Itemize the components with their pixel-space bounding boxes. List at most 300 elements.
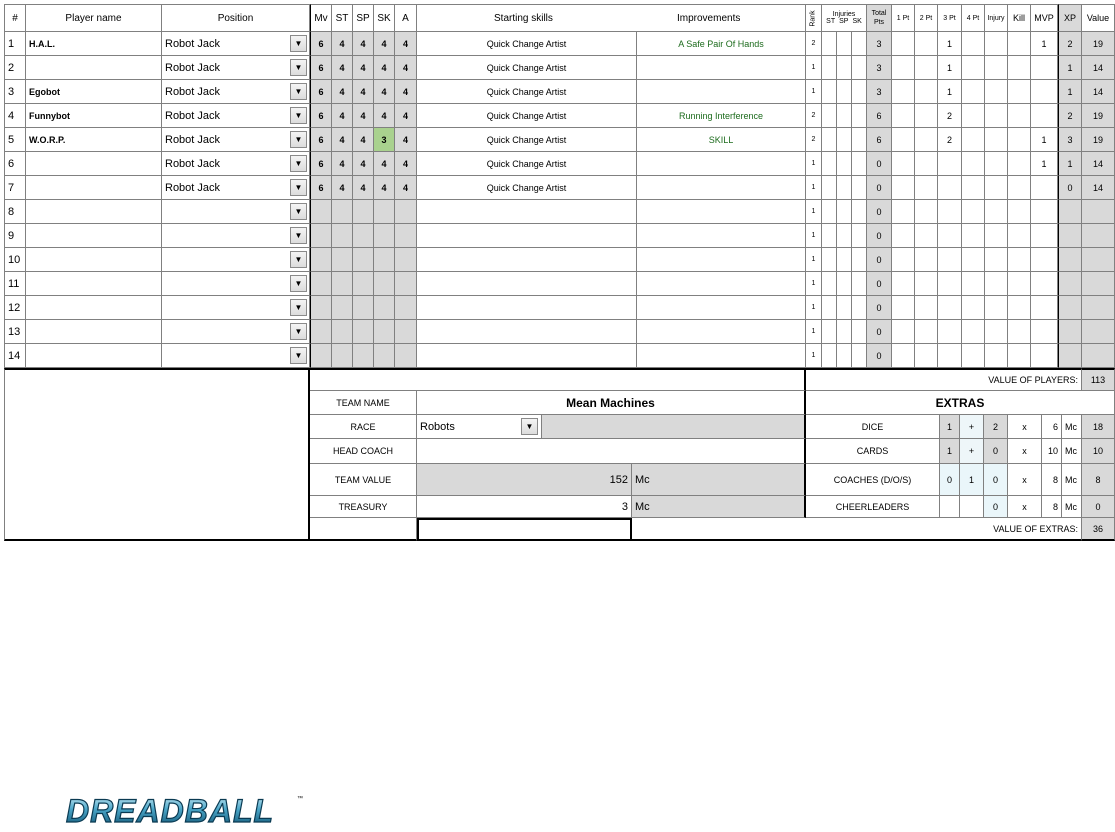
player-7-inj-st[interactable] (822, 176, 837, 200)
player-10-kill[interactable] (1008, 248, 1031, 272)
team-name-label: TEAM NAME (310, 391, 417, 415)
position-dropdown-arrow-icon[interactable]: ▼ (290, 227, 307, 244)
player-1-mv-text: 6 (318, 38, 324, 49)
player-7-mv-text: 6 (318, 182, 324, 193)
header-rank-label: Rank (810, 9, 817, 27)
player-9-pt4[interactable] (962, 224, 985, 248)
player-8-name[interactable] (26, 200, 162, 224)
player-5-pt1[interactable] (892, 128, 915, 152)
player-12-inj-st[interactable] (822, 296, 837, 320)
player-11-position[interactable] (162, 272, 310, 296)
player-5-inj-sk[interactable] (852, 128, 867, 152)
extras-cheerleaders-a[interactable] (940, 496, 960, 518)
position-dropdown-arrow-icon[interactable]: ▼ (290, 203, 307, 220)
player-6-value (1082, 152, 1115, 176)
player-3-inj-sp[interactable] (837, 80, 852, 104)
player-2-pt2[interactable] (915, 56, 938, 80)
player-5-pt3[interactable] (938, 128, 962, 152)
player-4-injury[interactable] (985, 104, 1008, 128)
player-9-sk (374, 224, 395, 248)
player-14-pt4[interactable] (962, 344, 985, 368)
extras-dice-b[interactable]: 2 (984, 415, 1008, 439)
player-3-a-text: 4 (402, 86, 408, 97)
header-inj-sk: SK (852, 18, 862, 25)
player-6-inj-st[interactable] (822, 152, 837, 176)
player-13-skills (417, 320, 637, 344)
player-7-pt4[interactable] (962, 176, 985, 200)
player-4-pt4[interactable] (962, 104, 985, 128)
player-9-improvements[interactable] (637, 224, 806, 248)
player-8-position[interactable] (162, 200, 310, 224)
header-mv: Mv (310, 4, 332, 32)
player-5-total-text: 6 (876, 134, 882, 145)
player-3-total-text: 3 (876, 86, 882, 97)
player-4-total-text: 6 (876, 110, 882, 121)
player-13-pt1[interactable] (892, 320, 915, 344)
player-14-a (395, 344, 417, 368)
extras-cards-b[interactable]: 0 (984, 439, 1008, 464)
player-9-inj-sk[interactable] (852, 224, 867, 248)
player-4-position[interactable] (162, 104, 310, 128)
player-12-pt2[interactable] (915, 296, 938, 320)
position-dropdown-arrow-icon[interactable]: ▼ (290, 299, 307, 316)
player-1-inj-sp[interactable] (837, 32, 852, 56)
player-9-pt3[interactable] (938, 224, 962, 248)
player-7-mv (310, 176, 332, 200)
player-4-improvements[interactable] (637, 104, 806, 128)
player-4-inj-st[interactable] (822, 104, 837, 128)
player-14-pt3[interactable] (938, 344, 962, 368)
player-5-inj-sp[interactable] (837, 128, 852, 152)
player-7-xp (1058, 176, 1082, 200)
player-7-injury[interactable] (985, 176, 1008, 200)
player-14-pt2[interactable] (915, 344, 938, 368)
player-7-rank (806, 176, 822, 200)
player-11-inj-sk[interactable] (852, 272, 867, 296)
player-14-improvements[interactable] (637, 344, 806, 368)
player-7-pt3[interactable] (938, 176, 962, 200)
player-14-pt1[interactable] (892, 344, 915, 368)
player-8-kill[interactable] (1008, 200, 1031, 224)
player-2-sk (374, 56, 395, 80)
player-3-total (867, 80, 892, 104)
player-3-inj-st[interactable] (822, 80, 837, 104)
player-14-injury[interactable] (985, 344, 1008, 368)
player-6-name[interactable] (26, 152, 162, 176)
player-3-mv (310, 80, 332, 104)
player-11-inj-st[interactable] (822, 272, 837, 296)
player-1-pt1[interactable] (892, 32, 915, 56)
player-1-position[interactable] (162, 32, 310, 56)
player-14-st (332, 344, 353, 368)
player-14-inj-sk[interactable] (852, 344, 867, 368)
player-11-improvements[interactable] (637, 272, 806, 296)
player-5-a (395, 128, 417, 152)
player-1-name[interactable] (26, 32, 162, 56)
player-5-name-text: W.O.R.P. (29, 134, 66, 145)
player-6-inj-sp[interactable] (837, 152, 852, 176)
player-10-mv (310, 248, 332, 272)
player-9-kill[interactable] (1008, 224, 1031, 248)
player-11-kill[interactable] (1008, 272, 1031, 296)
player-7-mvp[interactable] (1031, 176, 1058, 200)
position-dropdown-arrow-icon[interactable]: ▼ (290, 323, 307, 340)
header-1pt: 1 Pt (892, 4, 915, 32)
player-3-improvements[interactable] (637, 80, 806, 104)
extras-cheerleaders-price: 8 (1042, 496, 1062, 518)
player-1-pt3[interactable] (938, 32, 962, 56)
position-dropdown-arrow-icon[interactable]: ▼ (290, 155, 307, 172)
player-1-pt2[interactable] (915, 32, 938, 56)
player-1-mvp[interactable] (1031, 32, 1058, 56)
extras-cheerleaders-x: x (1008, 496, 1042, 518)
player-12-inj-sp[interactable] (837, 296, 852, 320)
player-7-total (867, 176, 892, 200)
player-14-total-text: 0 (876, 350, 882, 361)
player-10-pt1[interactable] (892, 248, 915, 272)
player-8-num-text: 8 (8, 205, 15, 218)
player-6-pt4[interactable] (962, 152, 985, 176)
player-4-pt3[interactable] (938, 104, 962, 128)
extras-coaches-d-o-s-b[interactable]: 0 (984, 464, 1008, 496)
player-12-name[interactable] (26, 296, 162, 320)
player-11-total-text: 0 (876, 278, 882, 289)
player-5-pt4[interactable] (962, 128, 985, 152)
player-9-num (4, 224, 26, 248)
player-6-injury[interactable] (985, 152, 1008, 176)
race-filler (542, 415, 806, 439)
player-5-mv (310, 128, 332, 152)
player-5-inj-st[interactable] (822, 128, 837, 152)
player-7-position[interactable] (162, 176, 310, 200)
player-11-pt2[interactable] (915, 272, 938, 296)
treasury-field[interactable]: 3 (417, 496, 632, 518)
player-12-mvp[interactable] (1031, 296, 1058, 320)
player-5-mvp[interactable] (1031, 128, 1058, 152)
player-1-sk-text: 4 (381, 38, 387, 49)
player-8-injury[interactable] (985, 200, 1008, 224)
extras-cheerleaders-op[interactable] (960, 496, 984, 518)
player-12-pt1[interactable] (892, 296, 915, 320)
player-8-mvp[interactable] (1031, 200, 1058, 224)
player-7-pt2[interactable] (915, 176, 938, 200)
player-11-mvp[interactable] (1031, 272, 1058, 296)
player-7-improvements[interactable] (637, 176, 806, 200)
player-4-pt1[interactable] (892, 104, 915, 128)
player-14-name[interactable] (26, 344, 162, 368)
player-1-pt4[interactable] (962, 32, 985, 56)
player-12-total-text: 0 (876, 302, 882, 313)
player-2-inj-st[interactable] (822, 56, 837, 80)
extras-cards-price: 10 (1042, 439, 1062, 464)
player-13-name[interactable] (26, 320, 162, 344)
player-11-injury[interactable] (985, 272, 1008, 296)
player-1-inj-st[interactable] (822, 32, 837, 56)
player-9-rank-text: 1 (811, 232, 816, 239)
player-6-mv (310, 152, 332, 176)
position-dropdown-arrow-icon[interactable]: ▼ (290, 179, 307, 196)
player-4-inj-sp[interactable] (837, 104, 852, 128)
player-13-improvements[interactable] (637, 320, 806, 344)
player-14-rank (806, 344, 822, 368)
player-3-injury[interactable] (985, 80, 1008, 104)
player-9-pt2[interactable] (915, 224, 938, 248)
extras-cheerleaders-b[interactable]: 0 (984, 496, 1008, 518)
position-dropdown-arrow-icon[interactable]: ▼ (290, 347, 307, 364)
player-3-pt2[interactable] (915, 80, 938, 104)
player-12-st (332, 296, 353, 320)
player-10-value (1082, 248, 1115, 272)
player-11-inj-sp[interactable] (837, 272, 852, 296)
player-4-name[interactable] (26, 104, 162, 128)
extras-dice-op[interactable]: + (960, 415, 984, 439)
player-2-mvp[interactable] (1031, 56, 1058, 80)
player-4-xp (1058, 104, 1082, 128)
player-2-inj-sp[interactable] (837, 56, 852, 80)
player-1-st-text: 4 (339, 38, 345, 49)
player-3-sk (374, 80, 395, 104)
player-11-pt3[interactable] (938, 272, 962, 296)
player-7-name[interactable] (26, 176, 162, 200)
position-dropdown-arrow-icon[interactable]: ▼ (290, 275, 307, 292)
player-3-mvp[interactable] (1031, 80, 1058, 104)
player-8-pt3[interactable] (938, 200, 962, 224)
player-10-inj-sp[interactable] (837, 248, 852, 272)
player-13-inj-st[interactable] (822, 320, 837, 344)
player-6-position[interactable] (162, 152, 310, 176)
position-dropdown-arrow-icon[interactable]: ▼ (290, 131, 307, 148)
player-4-inj-sk[interactable] (852, 104, 867, 128)
player-6-inj-sk[interactable] (852, 152, 867, 176)
player-3-pt4[interactable] (962, 80, 985, 104)
player-11-total (867, 272, 892, 296)
player-7-kill[interactable] (1008, 176, 1031, 200)
player-2-pt3[interactable] (938, 56, 962, 80)
player-12-num (4, 296, 26, 320)
player-13-pt3[interactable] (938, 320, 962, 344)
player-8-st (332, 200, 353, 224)
player-9-pt1[interactable] (892, 224, 915, 248)
player-11-st (332, 272, 353, 296)
player-13-inj-sp[interactable] (837, 320, 852, 344)
player-7-sp (353, 176, 374, 200)
player-10-position[interactable] (162, 248, 310, 272)
bottom-blank-2[interactable] (417, 518, 632, 541)
player-10-name[interactable] (26, 248, 162, 272)
player-12-injury[interactable] (985, 296, 1008, 320)
player-5-position-text: Robot Jack (165, 133, 221, 146)
player-2-inj-sk[interactable] (852, 56, 867, 80)
player-10-injury[interactable] (985, 248, 1008, 272)
player-4-kill[interactable] (1008, 104, 1031, 128)
position-dropdown-arrow-icon[interactable]: ▼ (290, 251, 307, 268)
player-5-position[interactable] (162, 128, 310, 152)
player-7-pt1[interactable] (892, 176, 915, 200)
player-14-inj-sp[interactable] (837, 344, 852, 368)
player-8-improvements[interactable] (637, 200, 806, 224)
player-11-rank (806, 272, 822, 296)
player-13-pt2[interactable] (915, 320, 938, 344)
player-2-st (332, 56, 353, 80)
player-6-sk (374, 152, 395, 176)
header-position: Position (162, 4, 310, 32)
extras-cards-a[interactable]: 1 (940, 439, 960, 464)
player-11-xp (1058, 272, 1082, 296)
extras-cards-op[interactable]: + (960, 439, 984, 464)
player-10-improvements[interactable] (637, 248, 806, 272)
player-9-mvp[interactable] (1031, 224, 1058, 248)
head-coach-field[interactable] (417, 439, 806, 464)
player-14-mvp[interactable] (1031, 344, 1058, 368)
player-2-injury[interactable] (985, 56, 1008, 80)
extras-dice-a[interactable]: 1 (940, 415, 960, 439)
player-1-injury[interactable] (985, 32, 1008, 56)
player-5-mv-text: 6 (318, 134, 324, 145)
player-8-pt4[interactable] (962, 200, 985, 224)
player-8-inj-sp[interactable] (837, 200, 852, 224)
player-12-skills (417, 296, 637, 320)
player-12-inj-sk[interactable] (852, 296, 867, 320)
player-1-mv (310, 32, 332, 56)
extras-dice-price: 6 (1042, 415, 1062, 439)
player-5-kill[interactable] (1008, 128, 1031, 152)
player-12-position[interactable] (162, 296, 310, 320)
player-2-position[interactable] (162, 56, 310, 80)
player-10-mvp[interactable] (1031, 248, 1058, 272)
player-13-rank (806, 320, 822, 344)
player-2-pt4[interactable] (962, 56, 985, 80)
position-dropdown-arrow-icon[interactable]: ▼ (290, 107, 307, 124)
player-14-position[interactable] (162, 344, 310, 368)
player-2-name[interactable] (26, 56, 162, 80)
player-11-name[interactable] (26, 272, 162, 296)
player-8-inj-sk[interactable] (852, 200, 867, 224)
player-6-mvp[interactable] (1031, 152, 1058, 176)
position-dropdown-arrow-icon[interactable]: ▼ (290, 59, 307, 76)
player-3-pt1[interactable] (892, 80, 915, 104)
player-4-mvp[interactable] (1031, 104, 1058, 128)
player-3-value-text: 14 (1092, 86, 1103, 97)
player-12-improvements[interactable] (637, 296, 806, 320)
player-11-pt4[interactable] (962, 272, 985, 296)
position-dropdown-arrow-icon[interactable]: ▼ (290, 83, 307, 100)
player-14-kill[interactable] (1008, 344, 1031, 368)
player-10-pt3[interactable] (938, 248, 962, 272)
player-2-pt1[interactable] (892, 56, 915, 80)
extras-coaches-d-o-s-op[interactable]: 1 (960, 464, 984, 496)
player-8-pt2[interactable] (915, 200, 938, 224)
player-3-kill[interactable] (1008, 80, 1031, 104)
extras-dice-total: 18 (1082, 415, 1115, 439)
player-12-pt3[interactable] (938, 296, 962, 320)
player-10-pt4[interactable] (962, 248, 985, 272)
player-6-rank-text: 1 (811, 160, 816, 167)
player-9-inj-sp[interactable] (837, 224, 852, 248)
player-4-pt2[interactable] (915, 104, 938, 128)
player-9-name[interactable] (26, 224, 162, 248)
player-9-position[interactable] (162, 224, 310, 248)
player-13-inj-sk[interactable] (852, 320, 867, 344)
player-9-a (395, 224, 417, 248)
player-8-pt1[interactable] (892, 200, 915, 224)
player-1-improvements[interactable] (637, 32, 806, 56)
player-13-position[interactable] (162, 320, 310, 344)
player-1-name-text: H.A.L. (29, 38, 55, 49)
player-5-improvements[interactable] (637, 128, 806, 152)
race-dropdown-arrow-icon[interactable]: ▼ (521, 418, 538, 435)
team-name-field[interactable]: Mean Machines (417, 391, 806, 415)
player-5-injury[interactable] (985, 128, 1008, 152)
player-4-value (1082, 104, 1115, 128)
treasury-label: TREASURY (310, 496, 417, 518)
race-select[interactable] (417, 415, 542, 439)
player-12-mv (310, 296, 332, 320)
player-14-inj-st[interactable] (822, 344, 837, 368)
position-dropdown-arrow-icon[interactable]: ▼ (290, 35, 307, 52)
player-6-improvements[interactable] (637, 152, 806, 176)
player-1-inj-sk[interactable] (852, 32, 867, 56)
player-13-kill[interactable] (1008, 320, 1031, 344)
player-6-kill[interactable] (1008, 152, 1031, 176)
player-12-pt4[interactable] (962, 296, 985, 320)
player-3-rank-text: 1 (811, 88, 816, 95)
bottom-blank-1 (310, 518, 417, 541)
player-4-a-text: 4 (402, 110, 408, 121)
player-7-a (395, 176, 417, 200)
player-10-inj-sk[interactable] (852, 248, 867, 272)
header-2pt: 2 Pt (915, 4, 938, 32)
player-3-pt3[interactable] (938, 80, 962, 104)
player-5-pt2[interactable] (915, 128, 938, 152)
player-6-pt3[interactable] (938, 152, 962, 176)
player-7-inj-sp[interactable] (837, 176, 852, 200)
player-12-kill[interactable] (1008, 296, 1031, 320)
player-8-inj-st[interactable] (822, 200, 837, 224)
player-1-kill[interactable] (1008, 32, 1031, 56)
player-10-inj-st[interactable] (822, 248, 837, 272)
player-3-value (1082, 80, 1115, 104)
extras-coaches-d-o-s-a[interactable]: 0 (940, 464, 960, 496)
player-3-xp (1058, 80, 1082, 104)
player-13-injury[interactable] (985, 320, 1008, 344)
player-10-pt2[interactable] (915, 248, 938, 272)
header-injuries-label: Injuries (832, 11, 856, 18)
player-9-injury[interactable] (985, 224, 1008, 248)
player-3-name[interactable] (26, 80, 162, 104)
player-2-improvements[interactable] (637, 56, 806, 80)
player-6-pt1[interactable] (892, 152, 915, 176)
player-3-position[interactable] (162, 80, 310, 104)
player-10-a (395, 248, 417, 272)
player-11-pt1[interactable] (892, 272, 915, 296)
player-6-pt2[interactable] (915, 152, 938, 176)
player-2-kill[interactable] (1008, 56, 1031, 80)
player-10-sk (374, 248, 395, 272)
player-13-mvp[interactable] (1031, 320, 1058, 344)
player-13-pt4[interactable] (962, 320, 985, 344)
player-5-name[interactable] (26, 128, 162, 152)
player-6-mvp-text: 1 (1041, 158, 1047, 169)
player-9-inj-st[interactable] (822, 224, 837, 248)
header-4pt: 4 Pt (962, 4, 985, 32)
player-12-sk (374, 296, 395, 320)
player-6-xp (1058, 152, 1082, 176)
player-7-inj-sk[interactable] (852, 176, 867, 200)
player-2-mv-text: 6 (318, 62, 324, 73)
player-3-inj-sk[interactable] (852, 80, 867, 104)
value-of-extras-label: VALUE OF EXTRAS: (632, 518, 1082, 541)
player-12-sp (353, 296, 374, 320)
